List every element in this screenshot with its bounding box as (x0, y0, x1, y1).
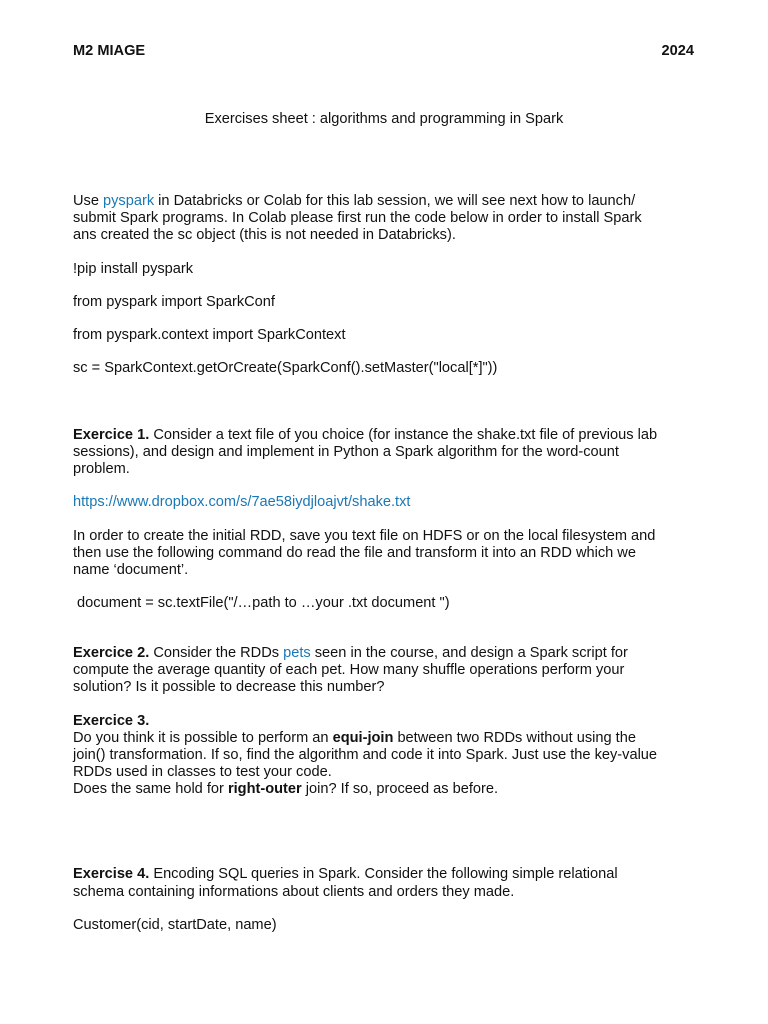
exercise-2-text: seen in the course, and design a Spark script for (310, 645, 628, 661)
exercise-3-text: between two RDDs without using the (393, 730, 636, 746)
exercise-1-text: In order to create the initial RDD, save you text file on HDFS or on the local filesystem and (73, 528, 656, 544)
code-create-sc: sc = SparkContext.getOrCreate(SparkConf().setMaster("local[*]")) (73, 360, 498, 376)
exercise-3-statement (73, 713, 703, 798)
exercise-3-label: Exercice 3. (73, 713, 150, 729)
equi-join-term: equi-join (332, 730, 394, 746)
intro-text: Use (73, 193, 104, 209)
exercise-4-text: schema containing informations about clients and orders they made. (73, 884, 515, 900)
exercise-1-statement (73, 427, 703, 478)
exercise-1-label: Exercice 1. (73, 427, 150, 443)
exercise-2-text: compute the average quantity of each pet. How many shuffle operations perform your (73, 662, 625, 678)
exercise-3-text: join? If so, proceed as before. (301, 781, 499, 797)
exercise-3-text: Do you think it is possible to perform an (73, 730, 333, 746)
customer-schema: Customer(cid, startDate, name) (73, 917, 277, 933)
exercise-3-text: join() transformation. If so, find the algorithm and code it into Spark. Just use the key-value (73, 747, 658, 763)
exercise-1-rdd-instructions (73, 528, 703, 579)
right-outer-term: right-outer (227, 781, 302, 797)
intro-paragraph (73, 193, 703, 244)
exercise-4-statement (73, 866, 703, 901)
exercise-1-text: then use the following command do read the file and transform it into an RDD which we (73, 545, 636, 561)
exercise-2-text: Consider the RDDs (149, 645, 284, 661)
exercise-2-text: solution? Is it possible to decrease this number? (73, 679, 385, 695)
page-header (73, 43, 694, 60)
intro-text: submit Spark programs. In Colab please first run the code below in order to install Spark (73, 210, 642, 226)
header-year: 2024 (661, 43, 694, 59)
exercise-3-text: Does the same hold for (73, 781, 228, 797)
pets-link[interactable]: pets (283, 645, 311, 661)
exercise-1-text: name ‘document’. (73, 562, 189, 578)
document-body (73, 193, 703, 934)
exercise-1-text: problem. (73, 461, 130, 477)
exercise-1-text: sessions), and design and implement in Python a Spark algorithm for the word-count (73, 444, 619, 460)
exercise-4-text: Encoding SQL queries in Spark. Consider the following simple relational (149, 866, 618, 882)
exercise-1-text: Consider a text file of you choice (for instance the shake.txt file of previous lab (149, 427, 658, 443)
intro-text: ans created the sc object (this is not needed in Databricks). (73, 227, 456, 243)
exercise-2-label: Exercice 2. (73, 645, 150, 661)
pyspark-link[interactable]: pyspark (103, 193, 155, 209)
code-textfile: document = sc.textFile("/…path to …your .txt document ") (73, 595, 450, 611)
exercise-4-label: Exercise 4. (73, 866, 150, 882)
code-pip-install: !pip install pyspark (73, 261, 194, 277)
code-import-sparkconf: from pyspark import SparkConf (73, 294, 275, 310)
exercise-2-statement (73, 645, 703, 696)
header-course: M2 MIAGE (73, 43, 146, 59)
intro-text: in Databricks or Colab for this lab session, we will see next how to launch/ (154, 193, 636, 209)
document-title: Exercises sheet : algorithms and programming in Spark (204, 111, 564, 127)
exercise-3-text: RDDs used in classes to test your code. (73, 764, 332, 780)
shake-file-link[interactable]: https://www.dropbox.com/s/7ae58iydjloajvt/shake.txt (73, 494, 411, 510)
code-import-sparkcontext: from pyspark.context import SparkContext (73, 327, 346, 343)
